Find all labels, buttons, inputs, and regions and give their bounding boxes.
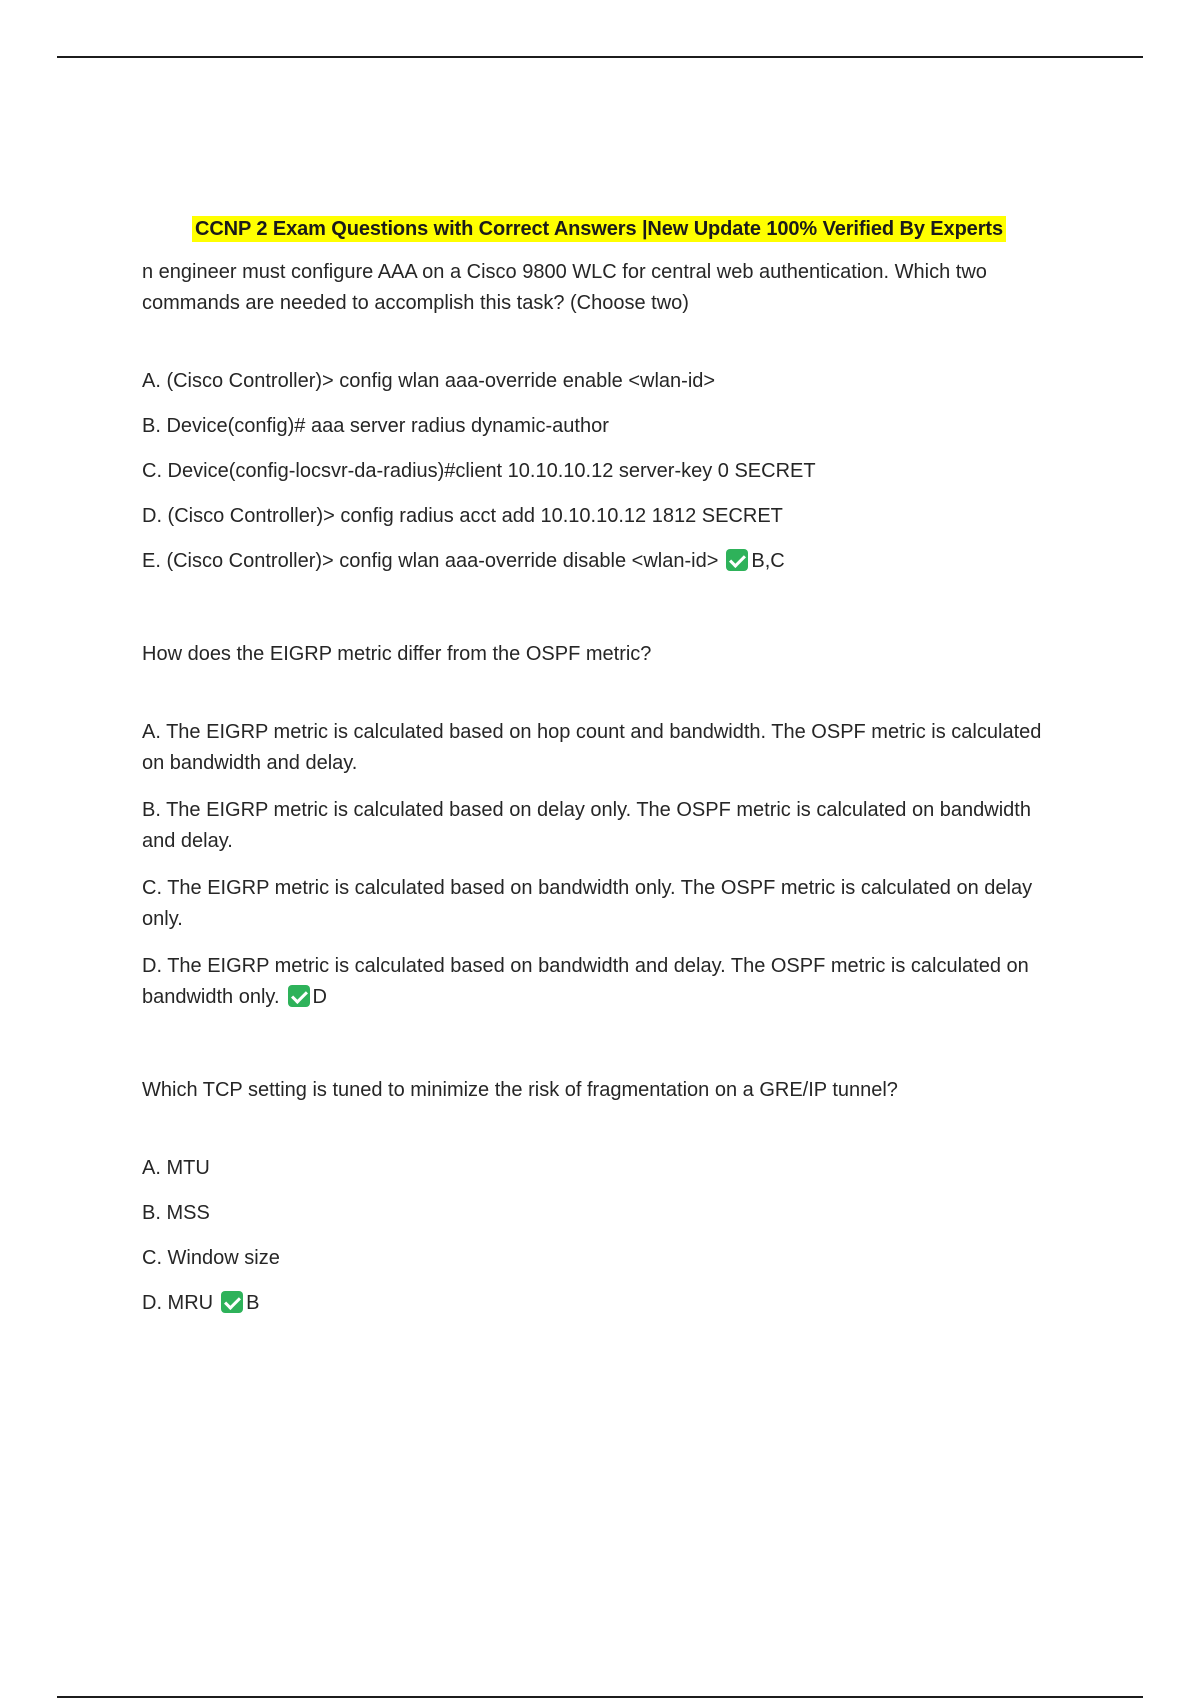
correct-answer: B,C — [751, 550, 785, 572]
option-d: D. MRU — [142, 1292, 214, 1314]
option-d: D. The EIGRP metric is calculated based on bandwidth and delay. The OSPF metric is calculated on bandwidth only. — [142, 955, 1029, 1008]
document-body — [142, 218, 1062, 1335]
option-d: D. (Cisco Controller)> config radius acct add 10.10.10.12 1812 SECRET — [142, 505, 783, 527]
option-e-with-answer — [142, 546, 1062, 577]
option-c: C. The EIGRP metric is calculated based on bandwidth only. The OSPF metric is calculated on delay only. — [142, 877, 1033, 930]
check-mark-icon — [221, 1291, 243, 1313]
document-title: CCNP 2 Exam Questions with Correct Answers |New Update 100% Verified By Experts — [192, 216, 1006, 242]
option-b: B. Device(config)# aaa server radius dynamic-author — [142, 415, 609, 437]
option-a: A. The EIGRP metric is calculated based on hop count and bandwidth. The OSPF metric is calculated on bandwidth and delay. — [142, 721, 1042, 774]
question-1 — [142, 257, 1062, 577]
spacer — [142, 1029, 1062, 1075]
question-2 — [142, 639, 1062, 1013]
correct-answer: D — [312, 986, 327, 1008]
correct-answer: B — [246, 1292, 260, 1314]
spacer — [142, 670, 1062, 717]
spacer — [142, 1106, 1062, 1153]
option-e: E. (Cisco Controller)> config wlan aaa-override disable <wlan-id> — [142, 550, 719, 572]
option-a: A. MTU — [142, 1157, 210, 1179]
option-c: C. Device(config-locsvr-da-radius)#client 10.10.10.12 server-key 0 SECRET — [142, 460, 816, 482]
spacer — [142, 319, 1062, 366]
option-c: C. Window size — [142, 1247, 280, 1269]
option-d-with-answer — [142, 951, 1062, 1013]
option-b: B. MSS — [142, 1202, 210, 1224]
bottom-rule — [57, 1696, 1143, 1698]
question-stem: How does the EIGRP metric differ from the OSPF metric? — [142, 643, 652, 665]
question-3 — [142, 1075, 1062, 1319]
question-stem: Which TCP setting is tuned to minimize the risk of fragmentation on a GRE/IP tunnel? — [142, 1079, 898, 1101]
option-a: A. (Cisco Controller)> config wlan aaa-override enable <wlan-id> — [142, 370, 716, 392]
top-rule — [57, 56, 1143, 58]
title-line — [136, 218, 1062, 241]
check-mark-icon — [726, 549, 748, 571]
question-stem: n engineer must configure AAA on a Cisco 9800 WLC for central web authentication. Which two commands are needed to accomplish this task? (Choose two) — [142, 261, 987, 314]
option-b: B. The EIGRP metric is calculated based on delay only. The OSPF metric is calculated on bandwidth and delay. — [142, 799, 1031, 852]
option-d-with-answer — [142, 1288, 1062, 1319]
spacer — [142, 593, 1062, 639]
check-mark-icon — [288, 985, 310, 1007]
